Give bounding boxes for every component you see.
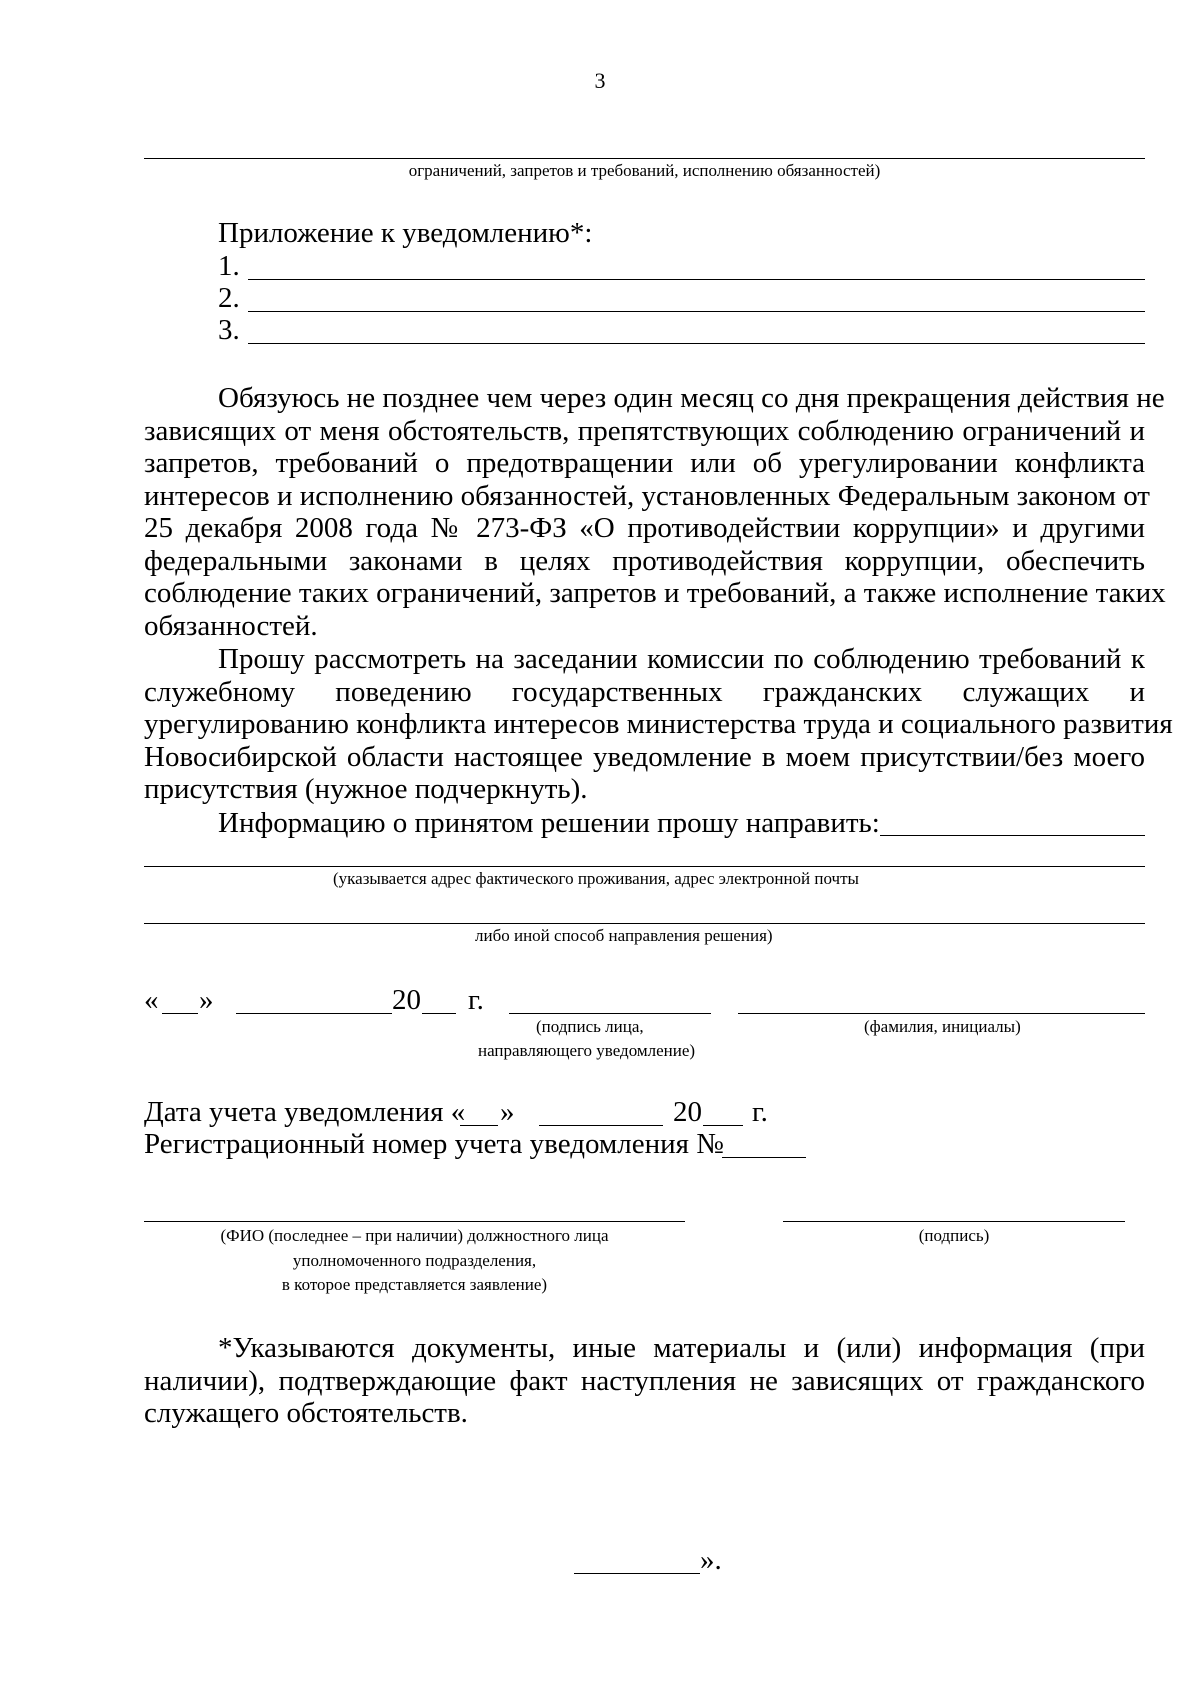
name-caption: (фамилия, инициалы) (864, 1017, 1021, 1036)
footnote-line: *Указываются документы, иные материалы и (или) информация (при (218, 1332, 1145, 1364)
signature-line (509, 1013, 711, 1014)
top-caption: ограничений, запретов и требований, исполнению обязанностей) (408, 161, 881, 180)
registration-date-close: » (500, 1096, 515, 1128)
registration-date-label: Дата учета уведомления « (144, 1096, 466, 1128)
request-line: служебному поведению государственных гражданских служащих и (144, 675, 1145, 708)
address-line-1 (144, 866, 1145, 867)
obligation-line: 25 декабря 2008 года № 273-ФЗ «О противодействии коррупции» и другими (144, 512, 1145, 544)
registration-number-line (722, 1157, 806, 1158)
footnote-line: наличии), подтверждающие факт наступления не зависящих от гражданского (144, 1364, 1145, 1397)
obligation-line: интересов и исполнению обязанностей, установленных Федеральным законом от (144, 479, 1150, 512)
signature-caption-2: направляющего уведомление) (478, 1041, 696, 1060)
info-request-label: Информацию о принятом решении прошу направить: (218, 807, 880, 839)
address-line-2 (144, 923, 1145, 924)
attachment-item-2-number: 2. (218, 282, 240, 314)
obligation-line: соблюдение таких ограничений, запретов и требований, а также исполнение таких (144, 577, 1166, 609)
official-caption-3: в которое представляется заявление) (281, 1275, 548, 1294)
date-day-line (162, 1013, 198, 1014)
name-line (738, 1013, 1145, 1014)
attachment-item-3-line (248, 343, 1145, 344)
date-month-line (236, 1013, 392, 1014)
closing-line (574, 1573, 700, 1574)
signature-caption-1: (подпись лица, (536, 1017, 644, 1036)
registration-month-line (539, 1125, 663, 1126)
footnote-line: служащего обстоятельств. (144, 1397, 468, 1429)
registration-year-suffix: г. (752, 1096, 768, 1128)
request-line: Прошу рассмотреть на заседании комиссии по соблюдению требований к (218, 643, 1145, 675)
date-year-suffix: г. (468, 984, 484, 1016)
address-caption-1: (указывается адрес фактического проживания, адрес электронной почты (333, 869, 859, 888)
official-caption-1: (ФИО (последнее – при наличии) должностного лица (220, 1226, 609, 1245)
date-close-quote: » (199, 984, 214, 1016)
request-line: присутствия (нужное подчеркнуть). (144, 773, 588, 805)
registration-day-line (460, 1125, 498, 1126)
official-signature-caption: (подпись) (918, 1226, 990, 1245)
attachment-item-1-number: 1. (218, 250, 240, 282)
page-number: 3 (594, 68, 606, 93)
attachment-title: Приложение к уведомлению*: (218, 217, 593, 249)
obligation-line: федеральными законами в целях противодействия коррупции, обеспечить (144, 544, 1145, 577)
top-rule (144, 158, 1145, 159)
date-year-line (422, 1013, 456, 1014)
closing-mark: ». (700, 1544, 722, 1576)
official-name-line (144, 1221, 685, 1222)
registration-year-prefix: 20 (673, 1096, 702, 1128)
registration-year-line (703, 1125, 743, 1126)
address-caption-2: либо иной способ направления решения) (475, 926, 773, 945)
obligation-line: запретов, требований о предотвращении или об урегулировании конфликта (144, 447, 1145, 479)
obligation-line: зависящих от меня обстоятельств, препятствующих соблюдению ограничений и (144, 414, 1145, 447)
obligation-paragraph (144, 382, 1166, 642)
official-caption-2: уполномоченного подразделения, (292, 1251, 537, 1270)
registration-number-label: Регистрационный номер учета уведомления № (144, 1128, 724, 1160)
attachment-item-2-line (248, 311, 1145, 312)
info-request-line (880, 835, 1145, 836)
obligation-line: обязанностей. (144, 609, 318, 642)
official-signature-line (783, 1221, 1125, 1222)
request-line: Новосибирской области настоящее уведомление в моем присутствии/без моего (144, 740, 1145, 773)
date-year-prefix: 20 (392, 984, 421, 1016)
attachment-item-3-number: 3. (218, 314, 240, 346)
attachment-item-1-line (248, 279, 1145, 280)
request-line: урегулированию конфликта интересов министерства труда и социального развития (144, 708, 1173, 740)
footnote (144, 1332, 1145, 1430)
obligation-line: Обязуюсь не позднее чем через один месяц со дня прекращения действия не (218, 382, 1165, 414)
request-paragraph (144, 643, 1173, 806)
date-open-quote: « (144, 984, 159, 1016)
